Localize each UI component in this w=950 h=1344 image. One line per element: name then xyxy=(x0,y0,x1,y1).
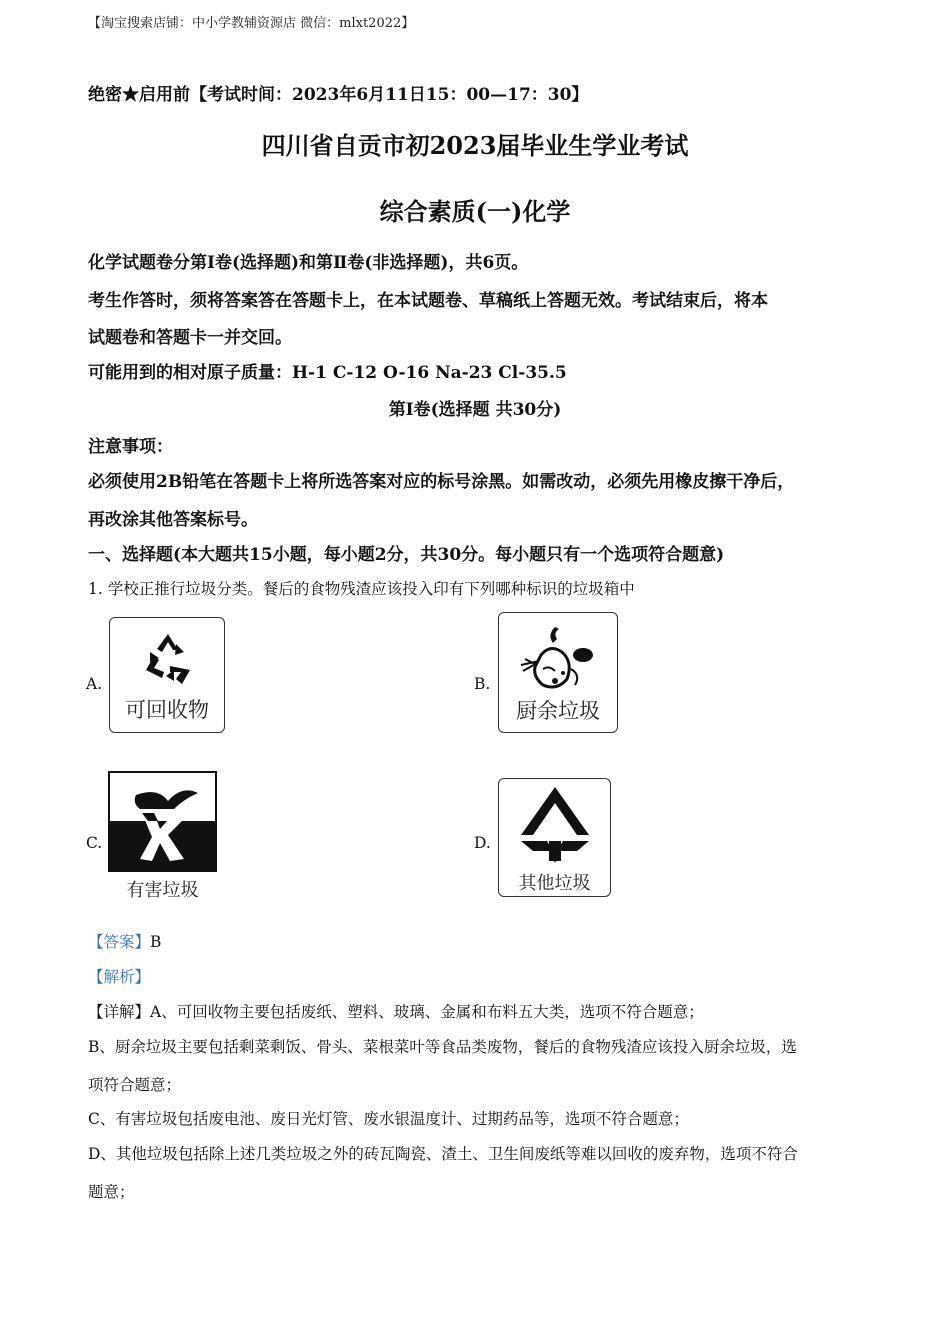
notice-title: 注意事项： xyxy=(88,437,173,457)
answer-tag: 【答案】 xyxy=(88,933,151,951)
option-b-sign-text: 厨余垃圾 xyxy=(516,699,600,723)
option-a-sign xyxy=(109,617,225,733)
recycle-icon xyxy=(140,630,196,686)
notice-line-1: 必须使用2B铅笔在答题卡上将所选答案对应的标号涂黑。如需改动，必须先用橡皮擦干净后， xyxy=(88,472,795,492)
part-1-heading: 一、选择题(本大题共15小题，每小题2分，共30分。每小题只有一个选项符合题意) xyxy=(88,545,725,565)
option-c-sign-text: 有害垃圾 xyxy=(126,880,199,901)
other-waste-icon xyxy=(515,785,595,865)
analysis-tag: 【解析】 xyxy=(88,968,151,986)
option-a-label: A. xyxy=(86,675,103,693)
detail-a-text: A、可回收物主要包括废纸、塑料、玻璃、金属和布料五大类，选项不符合题意； xyxy=(150,1003,704,1021)
hazardous-icon xyxy=(110,773,215,870)
notice-line-2: 再改涂其他答案标号。 xyxy=(88,510,258,530)
detail-c-line: C、有害垃圾包括废电池、废日光灯管、废水银温度计、过期药品等，选项不符合题意； xyxy=(88,1110,689,1128)
option-b-sign xyxy=(498,612,618,733)
instruction-line-3: 试题卷和答题卡一并交回。 xyxy=(88,328,292,348)
atomic-mass-line: 可能用到的相对原子质量：H-1 C-12 O-16 Na-23 Cl-35.5 xyxy=(88,363,567,383)
option-d-sign-text: 其他垃圾 xyxy=(518,873,591,894)
instruction-line-1: 化学试题卷分第Ⅰ卷(选择题)和第Ⅱ卷(非选择题)，共6页。 xyxy=(88,253,529,273)
detail-b-line-2: 项符合题意； xyxy=(88,1076,182,1094)
answer-value: B xyxy=(150,933,162,951)
food-waste-icon xyxy=(517,625,601,697)
option-c-sign xyxy=(108,771,217,872)
question-1-stem: 1. 学校正推行垃圾分类。餐后的食物残渣应该投入印有下列哪种标识的垃圾箱中 xyxy=(88,580,635,598)
secret-line: 绝密★启用前【考试时间：2023年6月11日15：00—17：30】 xyxy=(88,85,589,105)
option-b-label: B. xyxy=(474,675,491,693)
shop-header: 【淘宝搜索店铺：中小学教辅资源店 微信：mlxt2022】 xyxy=(88,16,415,31)
exam-title: 四川省自贡市初2023届毕业生学业考试 xyxy=(261,131,689,160)
detail-a-line xyxy=(88,1000,704,1022)
section-1-title: 第Ⅰ卷(选择题 共30分) xyxy=(388,400,562,420)
detail-d-line-1: D、其他垃圾包括除上述几类垃圾之外的砖瓦陶瓷、渣土、卫生间废纸等难以回收的废弃物，选项不符合 xyxy=(88,1145,798,1163)
detail-d-line-2: 题意； xyxy=(88,1183,135,1201)
answer-line xyxy=(88,930,161,952)
detail-b-line-1: B、厨余垃圾主要包括剩菜剩饭、骨头、菜根菜叶等食品类废物，餐后的食物残渣应该投入厨余垃圾，选 xyxy=(88,1038,797,1056)
option-d-sign xyxy=(498,778,611,897)
instruction-line-2: 考生作答时，须将答案答在答题卡上，在本试题卷、草稿纸上答题无效。考试结束后，将本 xyxy=(88,291,768,311)
option-d-label: D. xyxy=(474,834,491,852)
option-c-label: C. xyxy=(86,834,103,852)
detail-tag: 【详解】 xyxy=(88,1003,151,1021)
option-a-sign-text: 可回收物 xyxy=(125,698,209,722)
exam-subtitle: 综合素质(一)化学 xyxy=(379,197,571,226)
